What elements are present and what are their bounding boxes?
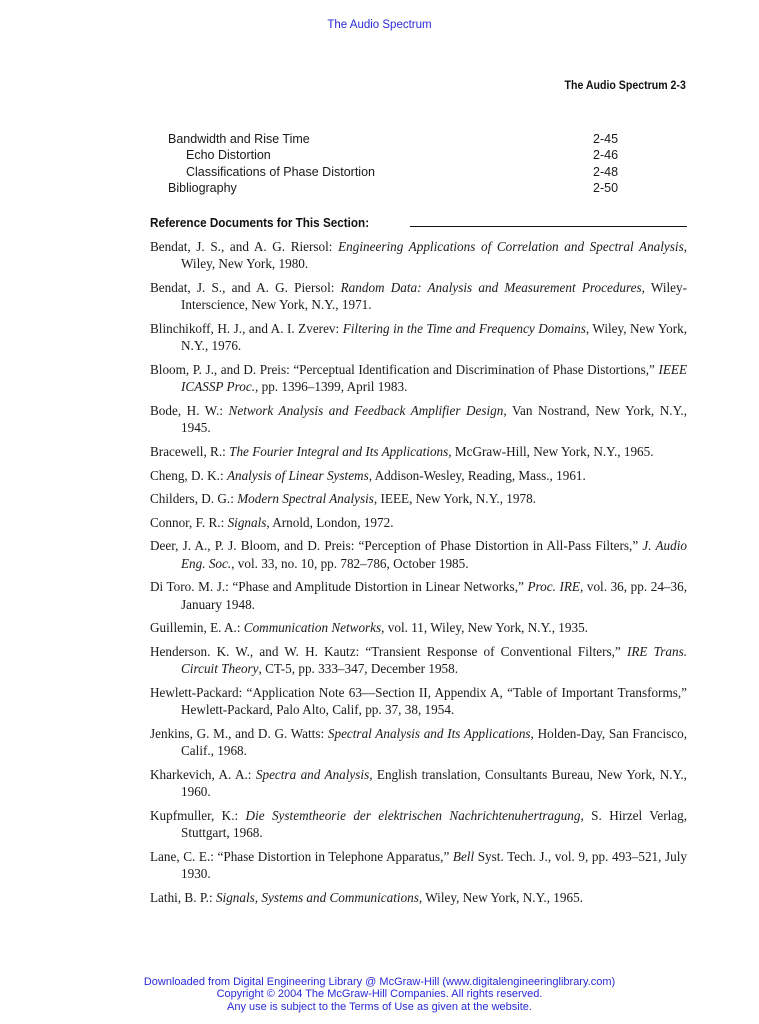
reference-item: Lane, C. E.: “Phase Distortion in Telephone Apparatus,” Bell Syst. Tech. J., vol. 9, pp. 493–521, July 1930.: [150, 848, 687, 882]
reference-item: Guillemin, E. A.: Communication Networks, vol. 11, Wiley, New York, N.Y., 1935.: [150, 620, 588, 636]
reference-heading-text: Reference Documents for This Section:: [150, 215, 370, 230]
toc-title: Echo Distortion: [186, 148, 271, 163]
footer-download-link[interactable]: Downloaded from Digital Engineering Library @ McGraw-Hill (www.digitalengineeringlibrary.com): [143, 976, 616, 988]
running-head: The Audio Spectrum 2-3: [564, 80, 686, 92]
reference-item: Bloom, P. J., and D. Preis: “Perceptual Identification and Discrimination of Phase Distortions,” IEEE ICASSP Proc., pp. 1396–1399, April 1983.: [150, 362, 687, 395]
reference-item: Kupfmuller, K.: Die Systemtheorie der elektrischen Nachrichtenuhertragung, S. Hirzel Verlag, Stuttgart, 1968.: [150, 807, 687, 841]
reference-item: Hewlett-Packard: “Application Note 63—Section II, Appendix A, “Table of Important Transforms,” Hewlett-Packard, Palo Alto, Calif, pp. 37, 38, 1954.: [150, 684, 687, 718]
toc-page: 2-50: [593, 180, 619, 195]
toc-row: [168, 180, 623, 196]
toc-title: Classifications of Phase Distortion: [186, 164, 375, 179]
reference-list: [150, 238, 687, 913]
reference-item: Childers, D. G.: Modern Spectral Analysis, IEEE, New York, N.Y., 1978.: [150, 491, 536, 507]
reference-item: Cheng, D. K.: Analysis of Linear Systems, Addison-Wesley, Reading, Mass., 1961.: [150, 467, 586, 483]
table-of-contents: [168, 131, 623, 196]
footer-terms-link[interactable]: Any use is subject to the Terms of Use as given at the website.: [227, 1000, 532, 1013]
reference-item: Jenkins, G. M., and D. G. Watts: Spectral Analysis and Its Applications, Holden-Day, San Francisco, Calif., 1968.: [150, 725, 687, 759]
reference-item: Blinchikoff, H. J., and A. I. Zverev: Filtering in the Time and Frequency Domains, Wiley, New York, N.Y., 1976.: [150, 321, 688, 354]
footer: [0, 976, 759, 1013]
toc-row: [168, 164, 623, 180]
reference-item: Bracewell, R.: The Fourier Integral and Its Applications, McGraw-Hill, New York, N.Y., 1965.: [150, 444, 654, 459]
toc-title: Bibliography: [168, 180, 237, 195]
reference-item: Deer, J. A., P. J. Bloom, and D. Preis: “Perception of Phase Distortion in All-Pass Filters,” J. Audio Eng. Soc., vol. 33, no. 10, pp. 782–786, October 1985.: [150, 538, 688, 571]
reference-item: Henderson. K. W., and W. H. Kautz: “Transient Response of Conventional Filters,” IRE Trans. Circuit Theory, CT-5, pp. 333–347, December 1958.: [150, 643, 688, 677]
reference-item: Bode, H. W.: Network Analysis and Feedback Amplifier Design, Van Nostrand, New York, N.Y., 1945.: [150, 403, 687, 436]
toc-page: 2-48: [593, 164, 619, 179]
toc-page: 2-46: [593, 148, 619, 163]
toc-row: [168, 131, 623, 147]
reference-item: Connor, F. R.: Signals, Arnold, London, 1972.: [150, 514, 394, 530]
reference-item: Di Toro. M. J.: “Phase and Amplitude Distortion in Linear Networks,” Proc. IRE, vol. 36, pp. 24–36, January 1948.: [150, 579, 687, 612]
footer-copyright-link[interactable]: Copyright © 2004 The McGraw-Hill Companies. All rights reserved.: [216, 988, 543, 1001]
toc-row: [168, 147, 623, 163]
toc-title: Bandwidth and Rise Time: [168, 132, 310, 146]
section-title-link[interactable]: The Audio Spectrum: [327, 19, 432, 31]
reference-item: Kharkevich, A. A.: Spectra and Analysis, English translation, Consultants Bureau, New York, N.Y., 1960.: [150, 766, 687, 800]
toc-page: 2-45: [593, 132, 619, 146]
heading-rule: [410, 226, 687, 227]
reference-item: Lathi, B. P.: Signals, Systems and Communications, Wiley, New York, N.Y., 1965.: [150, 889, 583, 905]
reference-heading: [150, 212, 687, 230]
reference-item: Bendat, J. S., and A. G. Riersol: Engineering Applications of Correlation and Spectral Analysis, Wiley, New York, 1980.: [150, 239, 687, 272]
reference-item: Bendat, J. S., and A. G. Piersol: Random Data: Analysis and Measurement Procedures, Wiley-Interscience, New York, N.Y., 1971.: [150, 280, 687, 313]
